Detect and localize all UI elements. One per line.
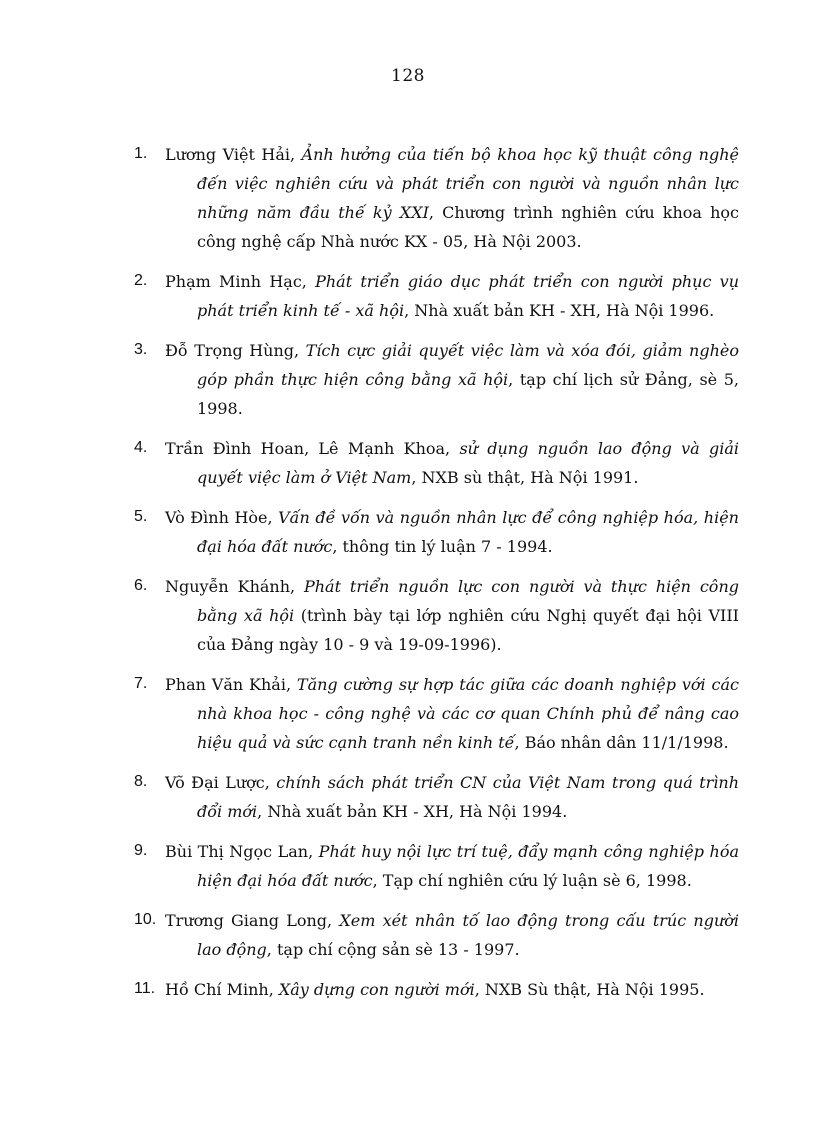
reference-item [134, 670, 739, 757]
reference-item [134, 140, 739, 256]
reference-item [134, 906, 739, 964]
reference-details: , NXB Sù thật, Hà Nội 1995. [474, 980, 705, 999]
reference-title: Phát triển nguồn lực con người và thực hiện công bằng xã hội [197, 577, 739, 625]
reference-title: Vấn đề vốn và nguồn nhân lực để công nghiệp hóa, hiện đại hóa đất nước [197, 508, 739, 556]
reference-author: Võ Đại Lược, [165, 773, 277, 792]
reference-text [165, 267, 739, 325]
reference-author: Đỗ Trọng Hùng, [165, 341, 306, 360]
reference-item [134, 768, 739, 826]
reference-item [134, 975, 739, 1004]
reference-details: , Chương trình nghiên cứu khoa học công nghệ cấp Nhà nước KX - 05, Hà Nội 2003. [197, 203, 739, 251]
reference-author: Lương Việt Hải, [165, 145, 302, 164]
reference-author: Nguyễn Khánh, [165, 577, 304, 596]
reference-details: , tạp chí lịch sử Đảng, sè 5, 1998. [197, 370, 740, 418]
reference-author: Hồ Chí Minh, [165, 980, 279, 999]
reference-title: Tăng cường sự hợp tác giữa các doanh nghiệp với các nhà khoa học - công nghệ và các cơ quan Chính phủ để nâng cao hiệu quả và sức cạnh tranh nền kinh tế [197, 675, 739, 752]
reference-item [134, 837, 739, 895]
reference-text [165, 572, 739, 659]
reference-number: 7. [134, 675, 148, 692]
reference-author: Trương Giang Long, [165, 911, 340, 930]
reference-title: Phát triển giáo dục phát triển con người phục vụ phát triển kinh tế - xã hội [197, 272, 739, 320]
reference-author: Trần Đình Hoan, Lê Mạnh Khoa, [165, 439, 460, 458]
reference-item [134, 503, 739, 561]
reference-list [134, 140, 739, 1015]
reference-item [134, 434, 739, 492]
reference-number: 5. [134, 508, 148, 525]
reference-title: sử dụng nguồn lao động và giải quyết việc làm ở Việt Nam [197, 439, 740, 487]
reference-number: 1. [134, 145, 148, 162]
reference-author: Vò Đình Hòe, [165, 508, 279, 527]
page-number: 128 [391, 66, 425, 86]
reference-title: Ảnh hưởng của tiến bộ khoa học kỹ thuật công nghệ đến việc nghiên cứu và phát triển con người và nguồn nhân lực những năm đầu thế kỷ XXI [197, 145, 739, 222]
reference-number: 9. [134, 842, 148, 859]
reference-details: , thông tin lý luận 7 - 1994. [332, 537, 553, 556]
reference-text [165, 837, 739, 895]
reference-title: chính sách phát triển CN của Việt Nam trong quá trình đổi mới [197, 773, 740, 821]
reference-number: 4. [134, 439, 148, 456]
reference-number: 11. [134, 980, 156, 997]
reference-item [134, 336, 739, 423]
reference-title: Xem xét nhân tố lao động trong cấu trúc người lao động [197, 911, 739, 959]
reference-details: , Nhà xuất bản KH - XH, Hà Nội 1996. [404, 301, 715, 320]
reference-number: 10. [134, 911, 157, 928]
reference-text [165, 336, 739, 423]
reference-details: , Nhà xuất bản KH - XH, Hà Nội 1994. [257, 802, 568, 821]
reference-author: Bùi Thị Ngọc Lan, [165, 842, 319, 861]
reference-text [165, 906, 739, 964]
reference-number: 3. [134, 341, 148, 358]
reference-details: (trình bày tại lớp nghiên cứu Nghị quyết đại hội VIII của Đảng ngày 10 - 9 và 19-09-1996). [197, 606, 739, 654]
reference-title: Tích cực giải quyết việc làm và xóa đói, giảm nghèo góp phần thực hiện công bằng xã hội [197, 341, 739, 389]
reference-title: Xây dựng con người mới [278, 980, 475, 999]
reference-text [165, 670, 739, 757]
reference-author: Phan Văn Khải, [165, 675, 297, 694]
reference-text [165, 768, 739, 826]
reference-item [134, 572, 739, 659]
reference-text [165, 503, 739, 561]
reference-details: , Tạp chí nghiên cứu lý luận sè 6, 1998. [372, 871, 692, 890]
reference-number: 6. [134, 577, 148, 594]
reference-details: , tạp chí cộng sản sè 13 - 1997. [266, 940, 520, 959]
reference-details: , NXB sù thật, Hà Nội 1991. [411, 468, 639, 487]
reference-details: , Báo nhân dân 11/1/1998. [514, 733, 729, 752]
reference-author: Phạm Minh Hạc, [165, 272, 316, 291]
reference-number: 2. [134, 272, 148, 289]
reference-number: 8. [134, 773, 148, 790]
reference-title: Phát huy nội lực trí tuệ, đẩy mạnh công nghiệp hóa hiện đại hóa đất nước [197, 842, 739, 890]
reference-text [165, 140, 739, 256]
reference-text [165, 975, 739, 1004]
reference-text [165, 434, 739, 492]
reference-item [134, 267, 739, 325]
